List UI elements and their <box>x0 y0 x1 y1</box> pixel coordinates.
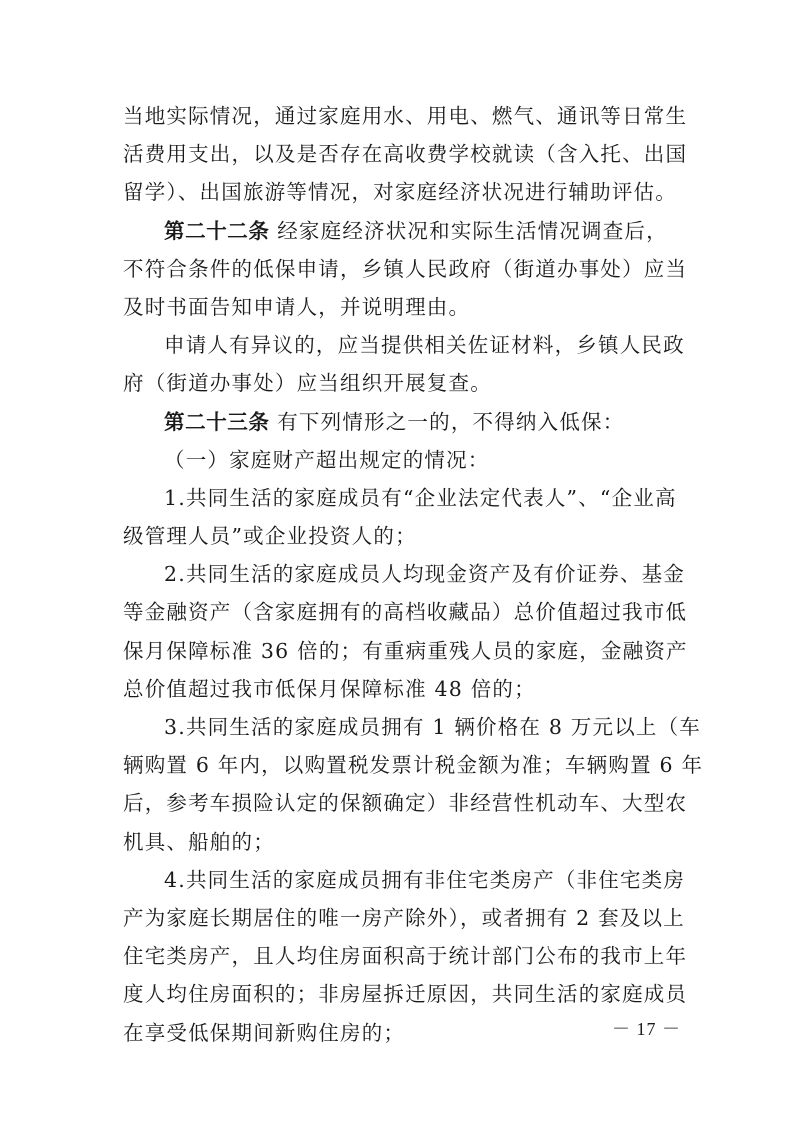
text-line: 住宅类房产，且人均住房面积高于统计部门公布的我市上年 <box>123 944 688 969</box>
article-22-paragraph <box>123 212 675 250</box>
text-line: 保月保障标准 36 倍的；有重病重残人员的家庭，金融资产 <box>123 638 688 663</box>
text-line: 辆购置 6 年内，以购置税发票计税金额为准；车辆购置 6 年 <box>123 753 704 778</box>
text-line: 活费用支出，以及是否存在高收费学校就读（含入托、出国 <box>123 142 688 167</box>
list-item: 1.共同生活的家庭成员有“企业法定代表人”、“企业高 <box>164 485 677 510</box>
text-line: 及时书面告知申请人，并说明理由。 <box>123 294 471 319</box>
text-line: 在享受低保期间新购住房的； <box>123 1020 406 1045</box>
article-23-heading: 第二十三条 <box>164 409 270 434</box>
text-line: 后，参考车损险认定的保额确定）非经营性机动车、大型农 <box>123 791 688 816</box>
list-item: 4.共同生活的家庭成员拥有非住宅类房产（非住宅类房 <box>164 867 686 892</box>
text-line: 产为家庭长期居住的唯一房产除外），或者拥有 2 套及以上 <box>123 905 685 930</box>
text-line: 等金融资产（含家庭拥有的高档收藏品）总价值超过我市低 <box>123 600 688 625</box>
article-22-text: 经家庭经济状况和实际生活情况调查后， <box>277 218 668 243</box>
list-item: 3.共同生活的家庭成员拥有 1 辆价格在 8 万元以上（车 <box>164 715 702 739</box>
text-line: 总价值超过我市低保月保障标准 48 倍的； <box>123 676 536 701</box>
text-line: 留学）、出国旅游等情况，对家庭经济状况进行辅助评估。 <box>123 180 677 205</box>
text-line: 机具、船舶的； <box>123 829 275 854</box>
text-line: 当地实际情况，通过家庭用水、用电、燃气、通讯等日常生 <box>123 104 688 128</box>
article-22-heading: 第二十二条 <box>164 218 270 243</box>
article-23-text: 有下列情形之一的，不得纳入低保： <box>277 409 625 434</box>
document-body <box>123 97 704 1052</box>
text-line: 申请人有异议的，应当提供相关佐证材料，乡镇人民政 <box>164 333 685 358</box>
text-line: 度人均住房面积的；非房屋拆迁原因，共同生活的家庭成员 <box>123 982 688 1007</box>
list-item: 2.共同生活的家庭成员人均现金资产及有价证券、基金 <box>164 562 686 587</box>
article-23-paragraph <box>123 403 675 441</box>
text-line: 级管理人员”或企业投资人的； <box>123 524 417 549</box>
page-number: － 17 － <box>612 1019 681 1039</box>
text-line: 不符合条件的低保申请，乡镇人民政府（街道办事处）应当 <box>123 256 688 281</box>
text-line: 府（街道办事处）应当组织开展复查。 <box>123 371 492 396</box>
section-heading: （一）家庭财产超出规定的情况： <box>164 447 490 472</box>
